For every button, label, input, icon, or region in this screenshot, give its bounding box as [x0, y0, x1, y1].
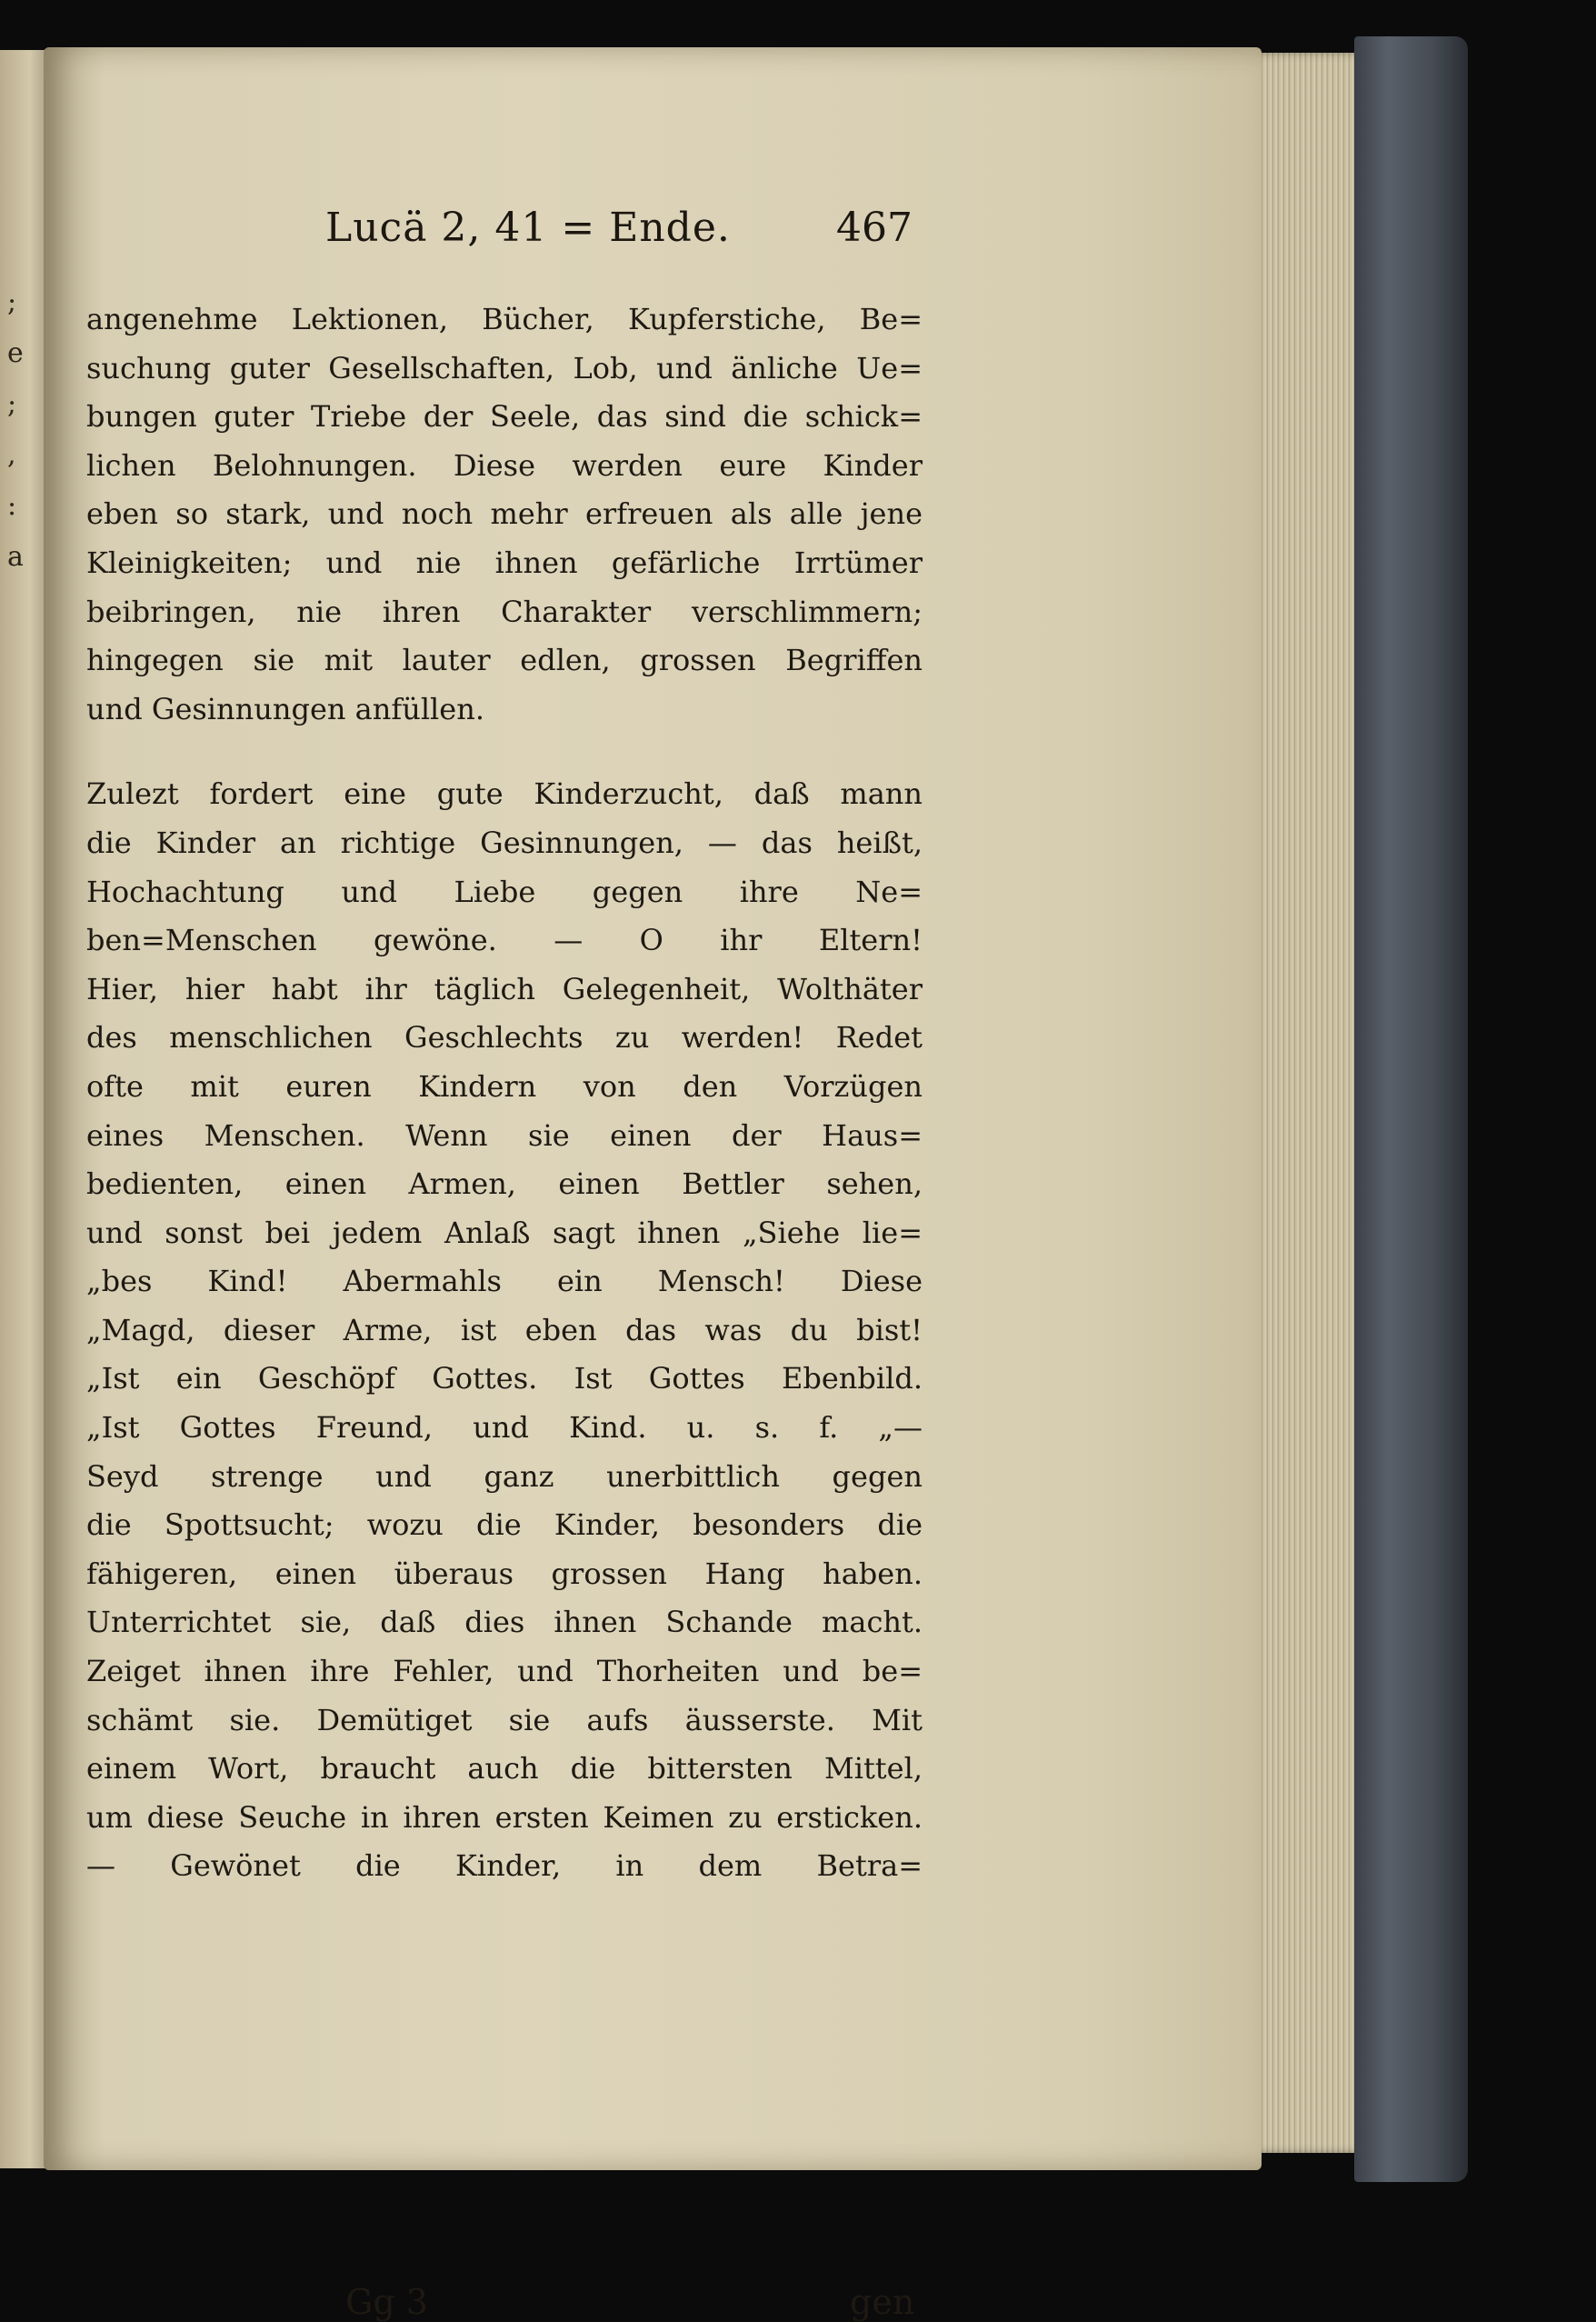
text-line: — Gewönet die Kinder, in dem Betra=: [86, 1848, 923, 1884]
left-mark: ;: [7, 388, 17, 420]
left-mark: ;: [7, 286, 17, 318]
text-line: bungen guter Triebe der Seele, das sind die schick=: [86, 399, 923, 435]
text-line: ofte mit euren Kindern von den Vorzügen: [86, 1068, 923, 1104]
text-line: Zeiget ihnen ihre Fehler, und Thorheiten und be=: [86, 1654, 923, 1689]
left-mark: a: [7, 541, 24, 573]
text-line: lichen Belohnungen. Diese werden eure Kinder: [86, 447, 923, 483]
text-line: bedienten, einen Armen, einen Bettler sehen,: [86, 1166, 923, 1202]
page-header: [91, 205, 927, 268]
book-cover: [1354, 36, 1468, 2182]
text-line: angenehme Lektionen, Bücher, Kupferstiche, Be=: [86, 302, 923, 336]
page-stack-edges: [1252, 53, 1371, 2153]
paragraph-gap: [86, 734, 923, 770]
text-line: Kleinigkeiten; und nie ihnen gefärliche Irrtümer: [86, 545, 923, 580]
body-text: [86, 295, 923, 1891]
text-line: eines Menschen. Wenn sie einen der Haus=: [86, 1117, 923, 1153]
text-line: die Spottsucht; wozu die Kinder, besonders die: [86, 1507, 923, 1543]
text-line: um diese Seuche in ihren ersten Keimen zu ersticken.: [86, 1799, 923, 1835]
text-line: des menschlichen Geschlechts zu werden! Redet: [86, 1020, 923, 1056]
text-line: Hochachtung und Liebe gegen ihre Ne=: [86, 874, 923, 909]
text-line: Hier, hier habt ihr täglich Gelegenheit, Wolthäter: [86, 971, 923, 1006]
text-line: Seyd strenge und ganz unerbittlich gegen: [86, 1458, 923, 1494]
text-line: eben so stark, und noch mehr erfreuen als alle jene: [86, 496, 923, 532]
text-line: Unterrichtet sie, daß dies ihnen Schande macht.: [86, 1605, 923, 1640]
text-line: fähigeren, einen überaus grossen Hang haben.: [86, 1556, 923, 1591]
text-line: einem Wort, braucht auch die bittersten Mittel,: [86, 1751, 923, 1787]
signature-mark: Gg 3: [345, 2282, 428, 2322]
running-title: Lucä 2, 41 = Ende.: [325, 205, 731, 251]
text-line: beibringen, nie ihren Charakter verschlimmern;: [86, 594, 923, 629]
left-mark: :: [7, 490, 17, 522]
text-line: „Magd, dieser Arme, ist eben das was du bist!: [86, 1312, 923, 1347]
left-mark: e: [7, 337, 24, 369]
text-line: und Gesinnungen anfüllen.: [86, 691, 484, 726]
text-line: schämt sie. Demütiget sie aufs äusserste. Mit: [86, 1702, 923, 1737]
text-line: „Ist Gottes Freund, und Kind. u. s. f. „—: [86, 1410, 923, 1446]
text-line: die Kinder an richtige Gesinnungen, — das heißt,: [86, 825, 923, 860]
text-line: „bes Kind! Abermahls ein Mensch! Diese: [86, 1264, 923, 1299]
left-page-marks: [7, 277, 25, 583]
catchword: gen: [850, 2282, 915, 2322]
text-line: „Ist ein Geschöpf Gottes. Ist Gottes Ebenbild.: [86, 1361, 923, 1396]
text-line: ben=Menschen gewöne. — O ihr Eltern!: [86, 923, 923, 958]
text-line: hingegen sie mit lauter edlen, grossen Begriffen: [86, 643, 923, 678]
left-mark: ,: [7, 439, 16, 471]
page-number: 467: [836, 205, 913, 251]
text-line: suchung guter Gesellschaften, Lob, und änliche Ue=: [86, 350, 923, 385]
text-line: und sonst bei jedem Anlaß sagt ihnen „Siehe lie=: [86, 1215, 923, 1250]
text-line: Zulezt fordert eine gute Kinderzucht, daß mann: [86, 776, 923, 812]
